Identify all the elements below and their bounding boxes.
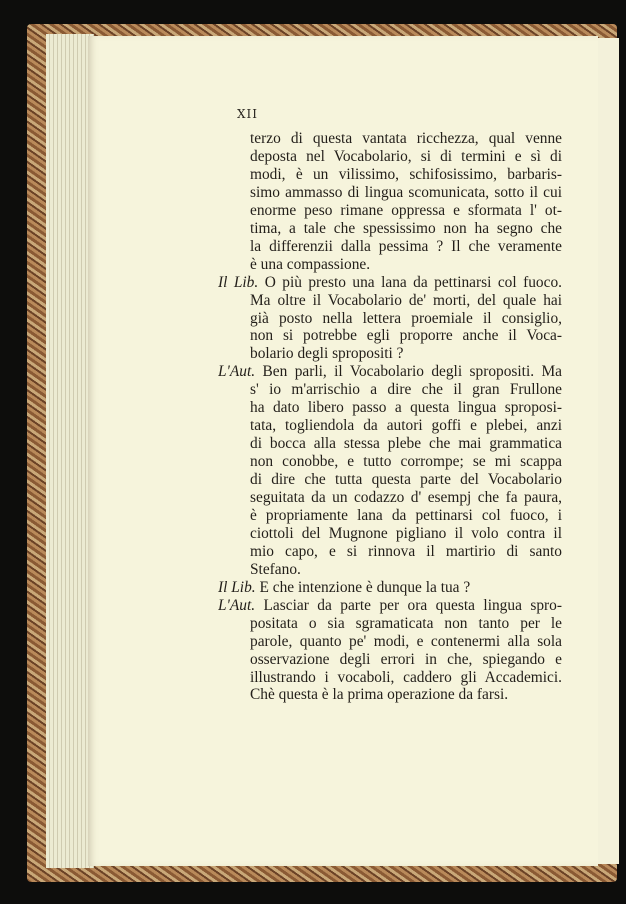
line-text: positata o sia sgramaticata non tanto per le <box>250 614 562 632</box>
line-text: deposta nel Vocabolario, si di termini e sì di <box>250 147 562 165</box>
line-text: è una compassione. <box>250 255 371 273</box>
line-text: non si potrebbe egli proporre anche il Voca- <box>250 327 562 345</box>
text-line <box>250 130 562 148</box>
line-text: O più presto una lana da pettinarsi col fuoco. <box>264 273 562 291</box>
text-line <box>250 310 562 328</box>
line-text: non conobbe, e tutto corrompe; se mi scappa <box>250 453 562 471</box>
text-line <box>218 363 562 381</box>
text-line <box>250 220 562 238</box>
line-text: Ben parli, il Vocabolario degli spropositi. Ma <box>262 363 562 381</box>
text-line <box>250 292 562 310</box>
text-line <box>250 507 562 525</box>
text-line <box>250 453 562 471</box>
speaker-label: Il Lib. <box>218 578 256 596</box>
text-line <box>250 345 403 363</box>
line-text: Chè questa è la prima operazione da farsi. <box>250 686 509 704</box>
text-line <box>250 202 562 220</box>
line-text: ha dato libero passo a questa lingua sproposi- <box>250 399 562 417</box>
text-line <box>250 651 562 669</box>
line-text: terzo di questa vantata ricchezza, qual venne <box>250 130 562 147</box>
text-line <box>218 274 562 292</box>
line-text: E che intenzione è dunque la tua ? <box>259 578 471 596</box>
text-line <box>250 435 562 453</box>
line-text: è propriamente lana da pettinarsi col fuoco, i <box>250 506 562 524</box>
line-text: ciottoli del Mugnone pigliano il volo contra il <box>250 524 562 542</box>
line-text: Stefano. <box>250 560 301 578</box>
line-text: enorme peso rimane oppressa e sformata l' ot- <box>250 201 562 219</box>
text-line <box>250 633 562 651</box>
line-text: di bocca alla stessa plebe che mai grammatica <box>250 435 562 453</box>
text-line <box>218 579 470 597</box>
text-line <box>250 327 562 345</box>
line-text: la differenzii dalla pessima ? Il che veramente <box>250 237 562 255</box>
page-edges <box>46 34 94 868</box>
text-line <box>250 471 562 489</box>
line-text: di dire che tutta questa parte del Vocabolario <box>250 471 562 489</box>
line-text: s' io m'arrischio a dire che il gran Frullone <box>250 381 562 399</box>
text-line <box>250 148 562 166</box>
line-text: seguitata da un codazzo d' esempj che fa paura, <box>250 489 562 506</box>
text-line <box>218 597 562 615</box>
line-text: Lasciar da parte per ora questa lingua spro- <box>263 596 562 614</box>
line-text: tata, togliendola da autori goffi e plebei, anzi <box>250 417 562 435</box>
text-line <box>250 381 562 399</box>
text-line <box>250 417 562 435</box>
text-line <box>250 489 562 507</box>
line-text: bolario degli spropositi ? <box>250 345 404 363</box>
text-line <box>250 399 562 417</box>
next-page-edge <box>596 38 619 864</box>
line-text: parole, quanto pe' modi, e contenermi alla sola <box>250 632 562 650</box>
text-line <box>250 669 562 687</box>
text-line <box>250 615 562 633</box>
page-number: XII <box>237 107 259 121</box>
line-text: modi, è un vilissimo, schifosissimo, barbaris- <box>250 165 562 183</box>
speaker-label: L'Aut. <box>218 363 256 381</box>
text-line <box>250 166 562 184</box>
speaker-label: Il Lib. <box>218 273 259 291</box>
line-text: illustrando i vocaboli, caddero gli Accademici. <box>250 668 562 686</box>
text-line <box>250 561 301 579</box>
line-text: mio capo, e si rinnova il martirio di santo <box>250 542 562 560</box>
text-line <box>250 256 370 274</box>
text-line <box>250 525 562 543</box>
text-line <box>250 543 562 561</box>
line-text: simo ammasso di lingua scomunicata, sotto il cui <box>250 183 562 201</box>
text-line <box>250 238 562 256</box>
text-line <box>250 184 562 202</box>
text-line <box>250 686 508 704</box>
line-text: tima, a tale che spessissimo non ha segno che <box>250 219 562 237</box>
speaker-label: L'Aut. <box>218 596 256 614</box>
line-text: osservazione degli errori in che, spiegando e <box>250 650 562 668</box>
line-text: Ma oltre il Vocabolario de' morti, del quale hai <box>250 291 562 309</box>
line-text: già posto nella lettera proemiale il consiglio, <box>250 309 562 327</box>
